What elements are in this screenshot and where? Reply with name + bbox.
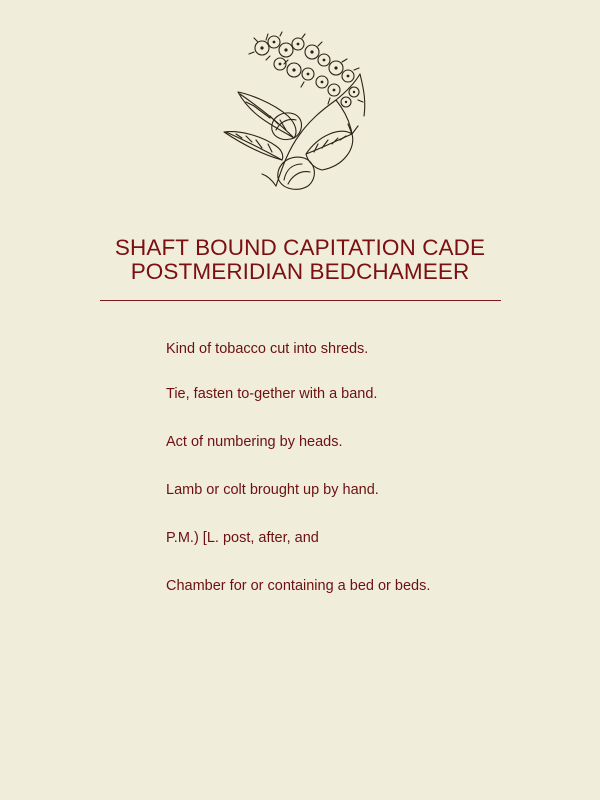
definition-item: P.M.) [L. post, after, and <box>166 530 319 546</box>
title-divider <box>100 300 501 301</box>
definition-item: Chamber for or containing a bed or beds. <box>166 578 431 594</box>
page-title <box>60 236 540 284</box>
definition-item: Lamb or colt brought up by hand. <box>166 482 379 498</box>
definition-item: Act of numbering by heads. <box>166 434 343 450</box>
definition-item: Kind of tobacco cut into shreds. <box>166 341 369 357</box>
title-line-1: SHAFT BOUND CAPITATION CADE <box>114 235 486 260</box>
definition-item: Tie, fasten to-gether with a band. <box>166 386 378 402</box>
title-line-2: POSTMERIDIAN BEDCHAMEER <box>130 259 470 284</box>
botanical-engraving-icon <box>218 30 384 192</box>
